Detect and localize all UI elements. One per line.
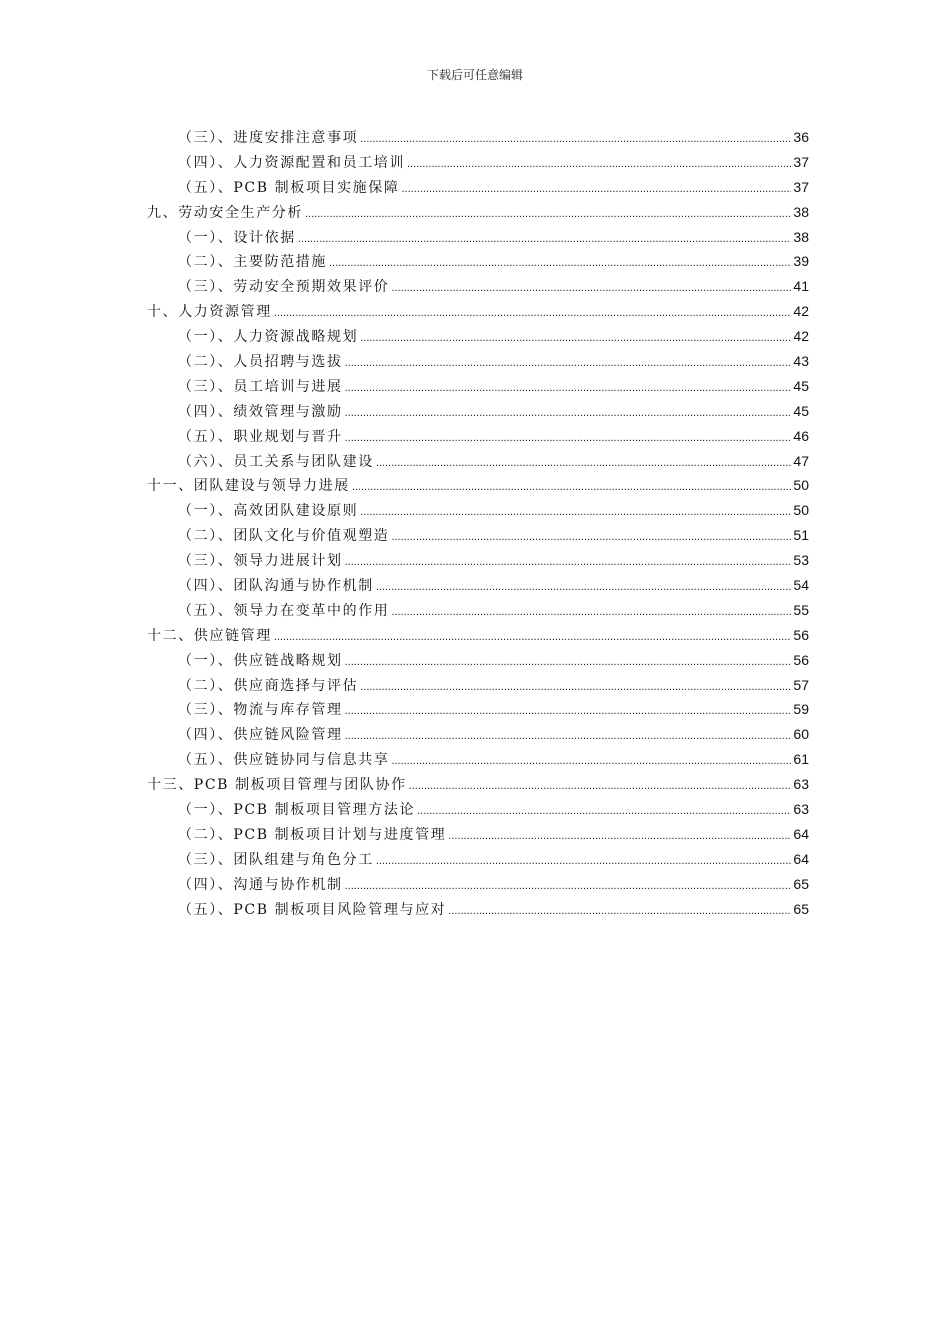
toc-page-number: 50 [793,502,809,519]
toc-page-number: 36 [793,129,809,145]
toc-dot-leader [345,375,792,401]
toc-entry-title: （六）、员工关系与团队建设 [178,453,374,470]
toc-entry-title: （三）、劳动安全预期效果评价 [178,279,390,296]
toc-section-entry[interactable] [147,573,809,598]
toc-section-entry[interactable] [147,175,809,200]
toc-entry-title: 十二、供应链管理 [147,627,272,644]
toc-chapter-entry[interactable] [147,473,809,498]
toc-entry-title: （四）、沟通与协作机制 [178,876,343,893]
toc-dot-leader [352,474,792,500]
toc-page-number: 59 [793,701,809,718]
toc-section-entry[interactable] [147,498,809,523]
toc-page-number: 43 [793,353,809,370]
toc-section-entry[interactable] [147,847,809,872]
toc-entry-title: 十三、PCB 制板项目管理与团队协作 [147,777,407,794]
toc-page-number: 60 [793,726,809,743]
toc-entry-title: （五）、职业规划与晋升 [178,428,343,445]
toc-entry-title: （一）、人力资源战略规划 [178,329,359,346]
toc-page-number: 45 [793,402,809,419]
toc-page-number: 65 [793,900,809,917]
toc-section-entry[interactable] [147,249,809,274]
toc-page-number: 37 [793,178,809,195]
toc-dot-leader [298,226,792,252]
toc-dot-leader [345,400,792,426]
toc-section-entry[interactable] [147,523,809,548]
toc-dot-leader [417,798,791,824]
toc-page-number: 56 [793,651,809,668]
toc-dot-leader [345,698,792,724]
toc-page-number: 61 [793,751,809,768]
toc-page-number: 46 [793,427,809,444]
toc-dot-leader [274,300,792,326]
toc-dot-leader [329,250,791,276]
toc-page-number: 51 [793,527,809,544]
toc-dot-leader [376,450,792,476]
toc-entry-title: 九、劳动安全生产分析 [147,204,303,221]
page-header: 下载后可任意编辑 [426,68,523,82]
toc-entry-title: （一）、PCB 制板项目管理方法论 [178,802,416,819]
toc-page-number: 45 [793,377,809,394]
toc-dot-leader [391,524,791,550]
toc-page-number: 64 [793,825,809,842]
toc-dot-leader [360,126,791,152]
toc-section-entry[interactable] [147,349,809,374]
toc-dot-leader [345,649,792,675]
toc-entry-title: （四）、人力资源配置和员工培训 [178,154,405,171]
toc-page-number: 63 [793,776,809,793]
toc-dot-leader [345,425,792,451]
toc-section-entry[interactable] [147,822,809,847]
toc-section-entry[interactable] [147,697,809,722]
toc-entry-title: （三）、领导力进展计划 [178,553,343,570]
toc-entry-title: （二）、供应商选择与评估 [178,677,359,694]
toc-dot-leader [376,574,792,600]
toc-page-number: 53 [793,552,809,569]
toc-section-entry[interactable] [147,598,809,623]
toc-chapter-entry[interactable] [147,623,809,648]
toc-dot-leader [391,275,791,301]
toc-page-number: 47 [793,452,809,469]
toc-dot-leader [274,624,792,650]
toc-entry-title: （二）、团队文化与价值观塑造 [178,528,390,545]
toc-page-number: 55 [793,601,809,618]
toc-page-number: 50 [793,477,809,494]
toc-entry-title: （三）、物流与库存管理 [178,702,343,719]
toc-section-entry[interactable] [147,225,809,250]
toc-entry-title: （一）、高效团队建设原则 [178,503,359,520]
toc-chapter-entry[interactable] [147,200,809,225]
toc-entry-title: （五）、PCB 制板项目实施保障 [178,179,400,196]
toc-dot-leader [305,201,791,227]
toc-entry-title: （四）、团队沟通与协作机制 [178,578,374,595]
toc-section-entry[interactable] [147,150,809,175]
toc-page-number: 63 [793,801,809,818]
toc-section-entry[interactable] [147,897,809,922]
toc-section-entry[interactable] [147,324,809,349]
toc-page-number: 65 [793,875,809,892]
toc-page-number: 37 [793,153,809,170]
toc-page-number: 41 [793,278,809,295]
toc-section-entry[interactable] [147,797,809,822]
toc-chapter-entry[interactable] [147,772,809,797]
toc-entry-title: （二）、主要防范措施 [178,254,327,271]
toc-page-number: 38 [793,228,809,245]
toc-dot-leader [391,748,791,774]
toc-entry-title: （一）、供应链战略规划 [178,652,343,669]
toc-entry-title: 十一、团队建设与领导力进展 [147,478,350,495]
toc-section-entry[interactable] [147,374,809,399]
toc-entry-title: （二）、人员招聘与选拔 [178,354,343,371]
toc-section-entry[interactable] [147,648,809,673]
toc-entry-title: （四）、供应链风险管理 [178,727,343,744]
toc-entry-title: （二）、PCB 制板项目计划与进度管理 [178,826,447,843]
toc-section-entry[interactable] [147,548,809,573]
toc-entry-title: （五）、PCB 制板项目风险管理与应对 [178,901,447,918]
toc-section-entry[interactable] [147,673,809,698]
toc-dot-leader [407,151,791,177]
toc-dot-leader [409,773,792,799]
toc-dot-leader [360,499,791,525]
toc-section-entry[interactable] [147,449,809,474]
toc-entry-title: （三）、员工培训与进展 [178,378,343,395]
toc-dot-leader [345,723,792,749]
toc-entry-title: 十、人力资源管理 [147,304,272,321]
toc-page-number: 42 [793,328,809,345]
toc-section-entry[interactable] [147,399,809,424]
toc-entry-title: （四）、绩效管理与激励 [178,403,343,420]
toc-dot-leader [360,325,791,351]
table-of-contents [147,125,809,922]
toc-dot-leader [448,898,791,924]
toc-dot-leader [401,176,791,202]
toc-dot-leader [345,873,792,899]
toc-page-number: 38 [793,203,809,220]
toc-entry-title: （五）、领导力在变革中的作用 [178,602,390,619]
toc-dot-leader [376,848,792,874]
toc-dot-leader [345,350,792,376]
toc-page-number: 57 [793,676,809,693]
toc-dot-leader [345,549,792,575]
toc-dot-leader [391,599,791,625]
toc-section-entry[interactable] [147,424,809,449]
toc-entry-title: （一）、设计依据 [178,229,296,246]
toc-chapter-entry[interactable] [147,299,809,324]
toc-page-number: 64 [793,850,809,867]
toc-page-number: 56 [793,626,809,643]
toc-page-number: 39 [793,253,809,270]
toc-entry-title: （三）、团队组建与角色分工 [178,851,374,868]
toc-section-entry[interactable] [147,274,809,299]
toc-entry-title: （三）、进度安排注意事项 [178,130,359,146]
toc-section-entry[interactable] [147,125,809,150]
toc-dot-leader [360,674,791,700]
toc-entry-title: （五）、供应链协同与信息共享 [178,752,390,769]
toc-page-number: 42 [793,303,809,320]
toc-section-entry[interactable] [147,722,809,747]
toc-section-entry[interactable] [147,747,809,772]
toc-dot-leader [448,823,791,849]
toc-page-number: 54 [793,577,809,594]
toc-section-entry[interactable] [147,872,809,897]
